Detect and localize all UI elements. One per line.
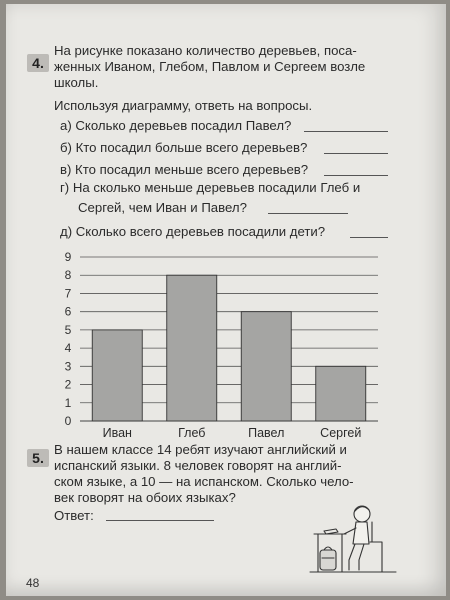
question-a: а) Сколько деревьев посадил Павел? bbox=[60, 118, 292, 133]
bar-1 bbox=[92, 330, 142, 421]
question-b: б) Кто посадил больше всего деревьев? bbox=[60, 140, 308, 155]
student-at-desk-illustration bbox=[306, 498, 406, 578]
trees-bar-chart bbox=[6, 4, 446, 454]
y-tick-label-3: 3 bbox=[64, 359, 72, 374]
bar-2 bbox=[167, 275, 217, 421]
x-category-label-3: Павел bbox=[248, 426, 285, 440]
task-5-line-3: ском языке, а 10 — на испанском. Сколько чело- bbox=[54, 474, 354, 489]
task-4-intro-line-3: школы. bbox=[54, 75, 99, 90]
y-tick-label-1: 1 bbox=[64, 395, 72, 410]
question-g-line-1: г) На сколько меньше деревьев посадили Глеб и bbox=[60, 180, 361, 195]
question-d: д) Сколько всего деревьев посадили дети? bbox=[60, 224, 326, 239]
answer-label: Ответ: bbox=[54, 508, 94, 523]
y-tick-label-7: 7 bbox=[64, 286, 72, 301]
x-category-label-1: Иван bbox=[102, 426, 132, 440]
task-4-number: 4. bbox=[27, 54, 49, 72]
task-5-line-4: век говорят на обоих языках? bbox=[54, 490, 236, 505]
task-4-instruction: Используя диаграмму, ответь на вопросы. bbox=[54, 98, 313, 113]
y-tick-label-9: 9 bbox=[64, 250, 72, 264]
x-category-label-4: Сергей bbox=[320, 426, 362, 440]
y-tick-label-0: 0 bbox=[64, 414, 72, 428]
y-tick-label-6: 6 bbox=[64, 304, 72, 319]
y-tick-label-8: 8 bbox=[64, 268, 72, 283]
bar-4 bbox=[316, 366, 366, 421]
task-5-number: 5. bbox=[27, 449, 49, 467]
task-5-line-2: испанский языки. 8 человек говорят на англий- bbox=[54, 458, 342, 473]
workbook-page bbox=[6, 4, 446, 596]
y-tick-label-2: 2 bbox=[64, 377, 72, 392]
page-number: 48 bbox=[26, 576, 40, 590]
task-4-intro-line-2: женных Иваном, Глебом, Павлом и Сергеем возле bbox=[54, 59, 366, 74]
answer-line-task-5[interactable] bbox=[106, 520, 214, 521]
y-tick-label-4: 4 bbox=[64, 341, 72, 356]
question-v: в) Кто посадил меньше всего деревьев? bbox=[60, 162, 309, 177]
task-5-line-1: В нашем классе 14 ребят изучают английский и bbox=[54, 442, 347, 457]
bar-3 bbox=[241, 312, 291, 421]
y-tick-label-5: 5 bbox=[64, 322, 72, 337]
question-g-line-2: Сергей, чем Иван и Павел? bbox=[78, 200, 247, 215]
x-category-label-2: Глеб bbox=[178, 426, 206, 440]
task-4-intro-line-1: На рисунке показано количество деревьев, поса- bbox=[54, 43, 357, 58]
